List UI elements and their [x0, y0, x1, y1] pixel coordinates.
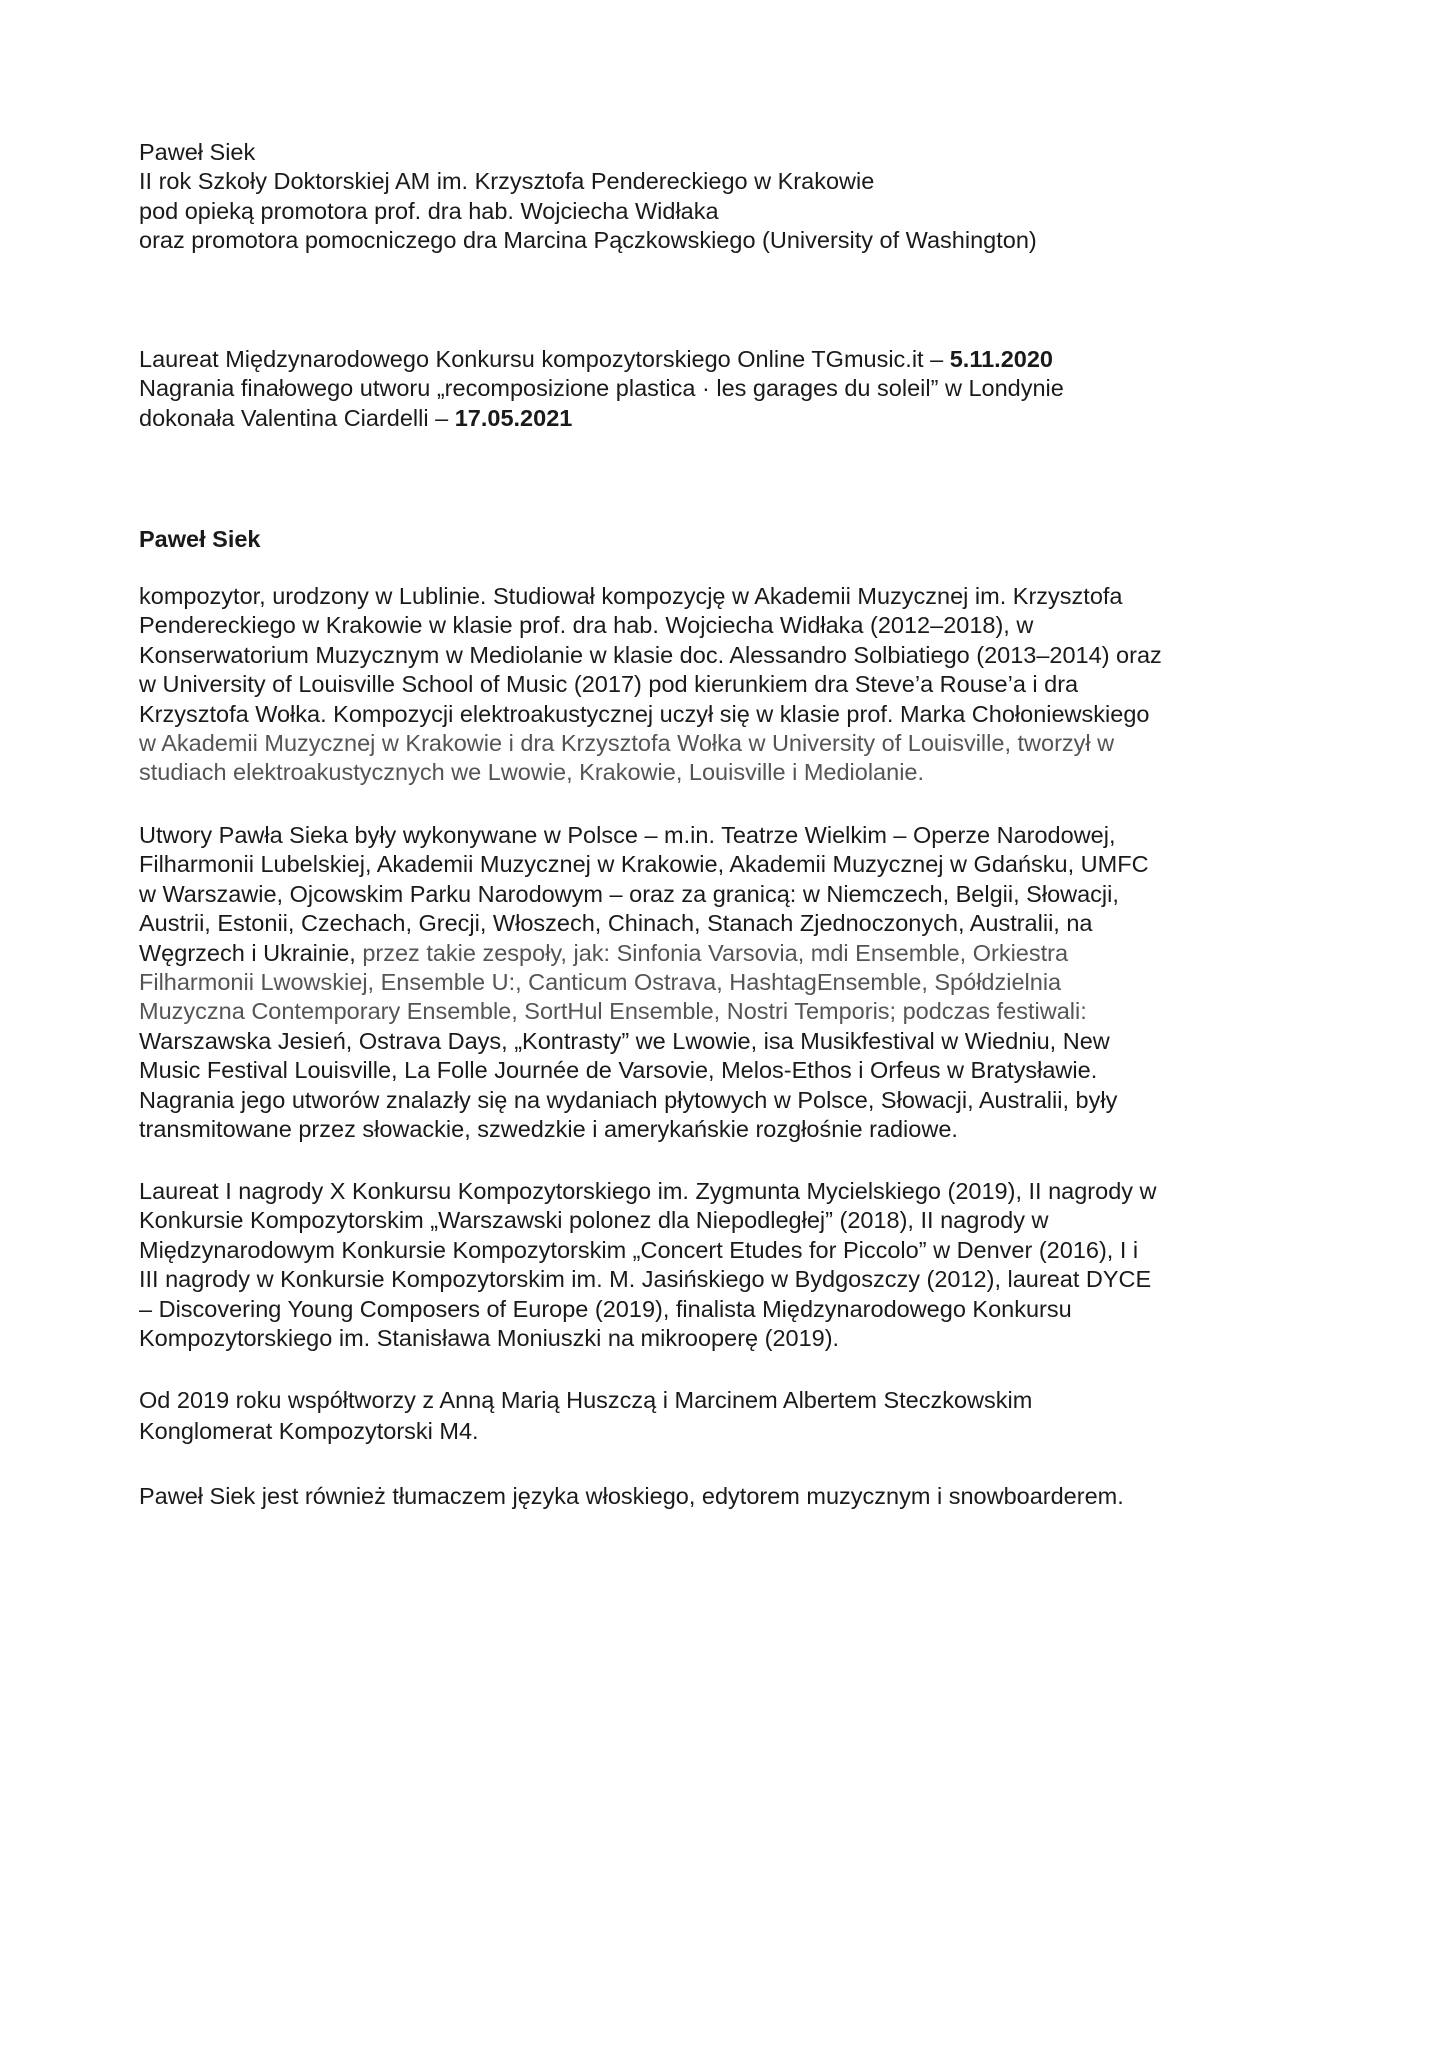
paragraph-line [139, 939, 1329, 968]
bio-paragraph-5 [139, 1482, 1329, 1511]
paragraph-line: Konglomerat Kompozytorski M4. [139, 1418, 479, 1444]
author-name: Paweł Siek [139, 139, 256, 165]
recording-date: 17.05.2021 [454, 404, 573, 431]
paragraph-line: – Discovering Young Composers of Europe (2019), finalista Międzynarodowego Konkursu [139, 1295, 1072, 1322]
paragraph-line: transmitowane przez słowackie, szwedzkie i amerykańskie rozgłośnie radiowe. [139, 1116, 958, 1143]
paragraph-line: w University of Louisville School of Music (2017) pod kierunkiem dra Steve’a Rouse’a i dra [139, 671, 1079, 698]
recording-text: dokonała Valentina Ciardelli – [139, 404, 455, 431]
bio-paragraph-2 [139, 821, 1329, 1144]
paragraph-line: Od 2019 roku współtworzy z Anną Marią Huszczą i Marcinem Albertem Steczkowskim [139, 1387, 1033, 1413]
paragraph-line: Filharmonii Lwowskiej, Ensemble U:, Canticum Ostrava, HashtagEnsemble, Spółdzielnia [139, 969, 1062, 996]
paragraph-line: Pendereckiego w Krakowie w klasie prof. dra hab. Wojciecha Widłaka (2012–2018), w [139, 612, 1034, 639]
paragraph-line: w Akademii Muzycznej w Krakowie i dra Krzysztofa Wołka w University of Louisville, tworzył w [139, 730, 1115, 757]
bio-paragraph-1 [139, 582, 1329, 788]
paragraph-line: Austrii, Estonii, Czechach, Grecji, Włoszech, Chinach, Stanach Zjednoczonych, Australii, na [139, 910, 1093, 937]
paragraph-line: Warszawska Jesień, Ostrava Days, „Kontrasty” we Lwowie, isa Musikfestival w Wiedniu, New [139, 1027, 1110, 1054]
bio-heading-text: Paweł Siek [139, 526, 261, 552]
bio-paragraph-3 [139, 1177, 1329, 1353]
paragraph-line: kompozytor, urodzony w Lublinie. Studiował kompozycję w Akademii Muzycznej im. Krzysztofa [139, 583, 1123, 609]
paragraph-line: studiach elektroakustycznych we Lwowie, Krakowie, Louisville i Mediolanie. [139, 759, 925, 786]
paragraph-line: III nagrody w Konkursie Kompozytorskim im. M. Jasińskiego w Bydgoszczy (2012), laureat DYCE [139, 1266, 1152, 1293]
supervisor-line: pod opieką promotora prof. dra hab. Wojciecha Widłaka [139, 197, 719, 224]
bio-heading [139, 525, 1329, 554]
award-line-1 [139, 345, 1329, 374]
paragraph-line: Międzynarodowym Konkursie Kompozytorskim „Concert Etudes for Piccolo” w Denver (2016), I i [139, 1236, 1139, 1263]
paragraph-line: Music Festival Louisville, La Folle Journée de Varsovie, Melos-Ethos i Orfeus w Bratysławie. [139, 1057, 1098, 1084]
paragraph-fragment: Węgrzech i Ukrainie, [139, 939, 363, 966]
bio-paragraph-4 [139, 1385, 1329, 1447]
award-text: Laureat Międzynarodowego Konkursu kompozytorskiego Online TGmusic.it – [139, 346, 950, 372]
award-line-3 [139, 404, 1329, 433]
paragraph-line: Nagrania jego utworów znalazły się na wydaniach płytowych w Polsce, Słowacji, Australii, były [139, 1086, 1118, 1113]
paragraph-line: w Warszawie, Ojcowskim Parku Narodowym – oraz za granicą: w Niemczech, Belgii, Słowacji, [139, 880, 1119, 907]
paragraph-line: Muzyczna Contemporary Ensemble, SortHul Ensemble, Nostri Temporis; podczas festiwali: [139, 998, 1087, 1025]
paragraph-line: Paweł Siek jest również tłumaczem języka włoskiego, edytorem muzycznym i snowboarderem. [139, 1483, 1124, 1509]
paragraph-line: Laureat I nagrody X Konkursu Kompozytorskiego im. Zygmunta Mycielskiego (2019), II nagrody w [139, 1178, 1157, 1204]
paragraph-line: Kompozytorskiego im. Stanisława Moniuszki na mikrooperę (2019). [139, 1325, 840, 1352]
award-line-2: Nagrania finałowego utworu „recomposizione plastica · les garages du soleil” w Londynie [139, 375, 1064, 402]
award-block [139, 345, 1329, 433]
paragraph-fragment-muted: przez takie zespoły, jak: Sinfonia Varsovia, mdi Ensemble, Orkiestra [362, 939, 1069, 966]
co-supervisor-line: oraz promotora pomocniczego dra Marcina Pączkowskiego (University of Washington) [139, 227, 1037, 254]
doctoral-school-line: II rok Szkoły Doktorskiej AM im. Krzysztofa Pendereckiego w Krakowie [139, 168, 875, 195]
paragraph-line: Filharmonii Lubelskiej, Akademii Muzycznej w Krakowie, Akademii Muzycznej w Gdańsku, UMFC [139, 851, 1149, 878]
paragraph-line: Konserwatorium Muzycznym w Mediolanie w klasie doc. Alessandro Solbiatiego (2013–2014) oraz [139, 641, 1162, 668]
paragraph-line: Utwory Pawła Sieka były wykonywane w Polsce – m.in. Teatrze Wielkim – Operze Narodowej, [139, 822, 1116, 848]
author-header [139, 138, 1329, 256]
award-date: 5.11.2020 [949, 346, 1053, 372]
paragraph-line: Krzysztofa Wołka. Kompozycji elektroakustycznej uczył się w klasie prof. Marka Chołoniewskiego [139, 700, 1150, 727]
paragraph-line: Konkursie Kompozytorskim „Warszawski polonez dla Niepodległej” (2018), II nagrody w [139, 1207, 1049, 1234]
